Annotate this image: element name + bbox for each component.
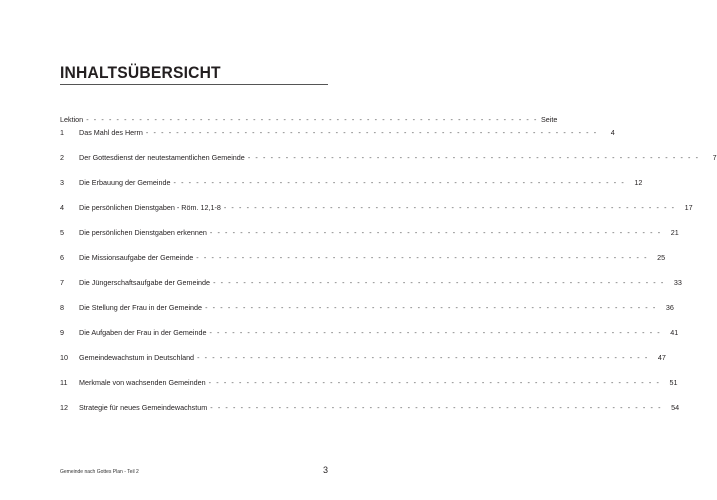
footer-book-title: Gemeinde nach Gottes Plan - Teil 2: [60, 469, 139, 475]
title-rule: [60, 84, 328, 85]
toc-entry-title: Die Jüngerschaftsaufgabe der Gemeinde: [79, 277, 211, 287]
toc-entry-number: 6: [60, 252, 64, 262]
toc-entry-number: 9: [60, 327, 64, 337]
toc-entry-page: 25: [657, 252, 666, 262]
toc-row: [60, 251, 666, 263]
toc-entry-title: Gemeindewachstum in Deutschland: [79, 352, 195, 362]
toc-entry-number: 10: [60, 352, 68, 362]
toc-header: [60, 113, 558, 125]
toc-entry-page: 33: [673, 277, 682, 287]
toc-entry-page: 54: [671, 402, 680, 412]
toc-entry-page: 21: [670, 227, 679, 237]
toc-row: [60, 276, 682, 288]
toc-entry-title: Die Stellung der Frau in der Gemeinde: [79, 302, 203, 312]
toc-entry-page: 17: [684, 202, 693, 212]
toc-header-lektion: Lektion: [60, 114, 84, 124]
toc-entry-title: Der Gottesdienst der neutestamentlichen Gemeinde: [79, 152, 245, 162]
toc-leader: - - - - - - - - - - - - - - - - - - - - - - - - - - - - - - - - - - - - - - - - - - - - - - - - - - - - - - - - - - - -: [209, 327, 662, 337]
toc-leader: - - - - - - - - - - - - - - - - - - - - - - - - - - - - - - - - - - - - - - - - - - - - - - - - - - - - - - - - - - - -: [173, 177, 626, 187]
toc-entry-page: 36: [665, 302, 674, 312]
toc-row: [60, 226, 679, 238]
toc-leader: - - - - - - - - - - - - - - - - - - - - - - - - - - - - - - - - - - - - - - - - - - - - - - - - - - - - - - - - - - - -: [197, 352, 649, 362]
toc-leader: - - - - - - - - - - - - - - - - - - - - - - - - - - - - - - - - - - - - - - - - - - - - - - - - - - - - - - - - - - - -: [208, 377, 661, 387]
toc-entry-page: 51: [669, 377, 678, 387]
toc-entry-title: Merkmale von wachsenden Gemeinden: [79, 377, 206, 387]
toc-leader: - - - - - - - - - - - - - - - - - - - - - - - - - - - - - - - - - - - - - - - - - - - - - - - - - - - - - - - - - - - -: [209, 227, 662, 237]
toc-entry-title: Die Aufgaben der Frau in der Gemeinde: [79, 327, 207, 337]
toc-row: [60, 151, 717, 163]
toc-entry-number: 1: [60, 127, 64, 137]
toc-entry-title: Die Erbauung der Gemeinde: [79, 177, 171, 187]
toc-leader: - - - - - - - - - - - - - - - - - - - - - - - - - - - - - - - - - - - - - - - - - - - - - - - - - - - - - - - - - - - -: [223, 202, 676, 212]
toc-entry-number: 8: [60, 302, 64, 312]
toc-row: [60, 326, 679, 338]
toc-leader: - - - - - - - - - - - - - - - - - - - - - - - - - - - - - - - - - - - - - - - - - - - - - - - - - - - - - - - - - - - -: [210, 402, 663, 412]
toc-row: [60, 351, 666, 363]
toc-row: [60, 176, 643, 188]
toc-entry-number: 7: [60, 277, 64, 287]
toc-entry-title: Die persönlichen Dienstgaben erkennen: [79, 227, 207, 237]
toc-entry-number: 12: [60, 402, 68, 412]
toc-leader: - - - - - - - - - - - - - - - - - - - - - - - - - - - - - - - - - - - - - - - - - - - - - - - - - - - - - - - - - - - -: [196, 252, 649, 262]
toc-entry-number: 2: [60, 152, 64, 162]
toc-entry-page: 47: [657, 352, 666, 362]
toc-entry-number: 3: [60, 177, 64, 187]
toc-leader: - - - - - - - - - - - - - - - - - - - - - - - - - - - - - - - - - - - - - - - - - - - - - - - - - - - - - - - - - - - -: [145, 127, 598, 137]
toc-row: [60, 126, 615, 138]
footer-page-number: 3: [322, 465, 328, 475]
toc-entry-number: 4: [60, 202, 64, 212]
toc-entry-page: 41: [670, 327, 679, 337]
toc-row: [60, 201, 693, 213]
toc-entry-number: 5: [60, 227, 64, 237]
toc-row: [60, 376, 678, 388]
toc-leader: - - - - - - - - - - - - - - - - - - - - - - - - - - - - - - - - - - - - - - - - - - - - - - - - - - - - - - - - - - - -: [205, 302, 657, 312]
toc-header-seite: Seite: [541, 114, 558, 124]
toc-row: [60, 301, 674, 313]
toc-entry-title: Strategie für neues Gemeindewachstum: [79, 402, 208, 412]
toc-entry-title: Die Missionsaufgabe der Gemeinde: [79, 252, 194, 262]
toc-entry-page: 4: [610, 127, 615, 137]
toc-entry-title: Das Mahl des Herrn: [79, 127, 143, 137]
toc-leader: - - - - - - - - - - - - - - - - - - - - - - - - - - - - - - - - - - - - - - - - - - - - - - - - - - - - - - - - - - - -: [213, 277, 665, 287]
toc-row: [60, 401, 680, 413]
toc-entry-page: 7: [712, 152, 717, 162]
toc-leader: - - - - - - - - - - - - - - - - - - - - - - - - - - - - - - - - - - - - - - - - - - - - - - - - - - - - - - - - - - - -: [247, 152, 700, 162]
toc-entry-title: Die persönlichen Dienstgaben - Röm. 12,1-8: [79, 202, 221, 212]
toc-entry-number: 11: [60, 377, 68, 387]
toc-leader: - - - - - - - - - - - - - - - - - - - - - - - - - - - - - - - - - - - - - - - - - - - - - - - - - - - - - - - - - - - -: [86, 114, 539, 124]
page-title: INHALTSÜBERSICHT: [60, 63, 221, 82]
toc-entry-page: 12: [634, 177, 643, 187]
